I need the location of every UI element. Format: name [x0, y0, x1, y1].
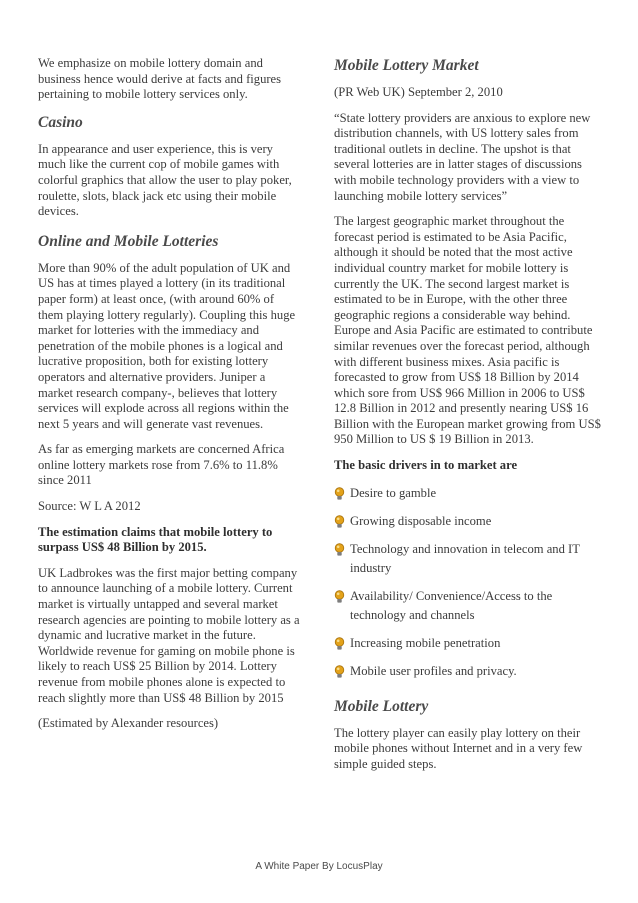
mobile-lottery-paragraph: The lottery player can easily play lottery on their mobile phones without Internet and in a very few simple guided steps. — [334, 725, 583, 771]
estimation-statement: The estimation claims that mobile lottery to surpass US$ 48 Billion by 2015. — [38, 524, 273, 555]
lightbulb-icon — [334, 665, 345, 679]
driver-label: Availability/ Convenience/Access to the technology and channels — [350, 588, 553, 622]
intro-paragraph: We emphasize on mobile lottery domain and business hence would derive at facts and figures pertaining to mobile lottery services only. — [38, 56, 282, 102]
list-item — [334, 512, 602, 531]
driver-label: Growing disposable income — [350, 513, 492, 528]
online-lotteries-paragraph: More than 90% of the adult population of UK and US has at times played a lottery (in its traditional paper form) at least once, (with around 60% of them playing lottery regularly). Coupling this huge market for lotteries with the immediacy and penetration of the mobile phones is a logical and lucrative proposition, both for existing lottery operators and alternative providers. Juniper a market research company-, believes that lottery services will explode across all regions within the next 5 years and will generate vast revenues. — [38, 260, 296, 431]
market-heading: Mobile Lottery Market — [334, 57, 479, 74]
list-item — [334, 662, 602, 681]
driver-label: Increasing mobile penetration — [350, 635, 501, 650]
africa-market-paragraph: As far as emerging markets are concerned Africa online lottery markets rose from 7.6% to 11.8% since 2011 — [38, 442, 285, 488]
list-item — [334, 540, 602, 578]
geographic-market-paragraph: The largest geographic market throughout the forecast period is estimated to be Asia Pacific, although it should be noted that the most active individual country market for mobile lottery is currently the UK. The second largest market is estimated to be in Europe, with the other three geographic regions a considerable way behind. Europe and Asia Pacific are estimated to contribute similar revenues over the forecast period, although with different business mixes. Asia pacific is forecasted to grow from US$ 18 Billion by 2014 which sore from US$ 966 Million in 2006 to US$ 12.8 Billion in 2012 and presently nearing US$ 16 Billion with the European market growing from US$ 950 Million to US $ 19 Billion in 2013. — [334, 214, 601, 447]
quote-paragraph: “State lottery providers are anxious to explore new distribution channels, with US lottery sales from traditional outlets in decline. The upshot is that several lotteries are in latter stages of discussions with mobile technology providers with a view to launching mobile lottery services” — [334, 110, 591, 203]
left-column — [38, 56, 300, 742]
lightbulb-icon — [334, 515, 345, 529]
source-line: Source: W L A 2012 — [38, 499, 141, 514]
drivers-list — [334, 484, 602, 681]
casino-paragraph: In appearance and user experience, this is very much like the current cop of mobile games with colorful graphics that allow the user to play poker, roulette, slots, black jack etc using their mobile devices. — [38, 141, 292, 219]
driver-label: Technology and innovation in telecom and IT industry — [350, 541, 580, 575]
online-lotteries-heading: Online and Mobile Lotteries — [38, 232, 219, 250]
ladbrokes-paragraph: UK Ladbrokes was the first major betting company to announce launching of a mobile lottery. Current market is virtually untapped and several market research agencies are pointing to mobile lottery as a dynamic and lucrative market in the future. Worldwide revenue for gaming on mobile phone is likely to reach US$ 25 Billion by 2014. Lottery revenue from mobile phones alone is expected to reach slightly more than US$ 48 Billion by 2015 — [38, 565, 300, 705]
driver-label: Mobile user profiles and privacy. — [350, 663, 517, 678]
mobile-lottery-heading: Mobile Lottery — [334, 697, 429, 715]
list-item — [334, 587, 602, 625]
lightbulb-icon — [334, 487, 345, 501]
casino-heading: Casino — [38, 113, 83, 131]
estimated-by-line: (Estimated by Alexander resources) — [38, 716, 219, 731]
lightbulb-icon — [334, 543, 345, 557]
dateline: (PR Web UK) September 2, 2010 — [334, 85, 503, 99]
list-item — [334, 634, 602, 653]
right-column — [334, 56, 602, 782]
driver-label: Desire to gamble — [350, 485, 437, 500]
drivers-heading: The basic drivers in to market are — [334, 458, 518, 473]
lightbulb-icon — [334, 590, 345, 604]
list-item — [334, 484, 602, 503]
lightbulb-icon — [334, 637, 345, 651]
page-footer: A White Paper By LocusPlay — [255, 861, 383, 872]
